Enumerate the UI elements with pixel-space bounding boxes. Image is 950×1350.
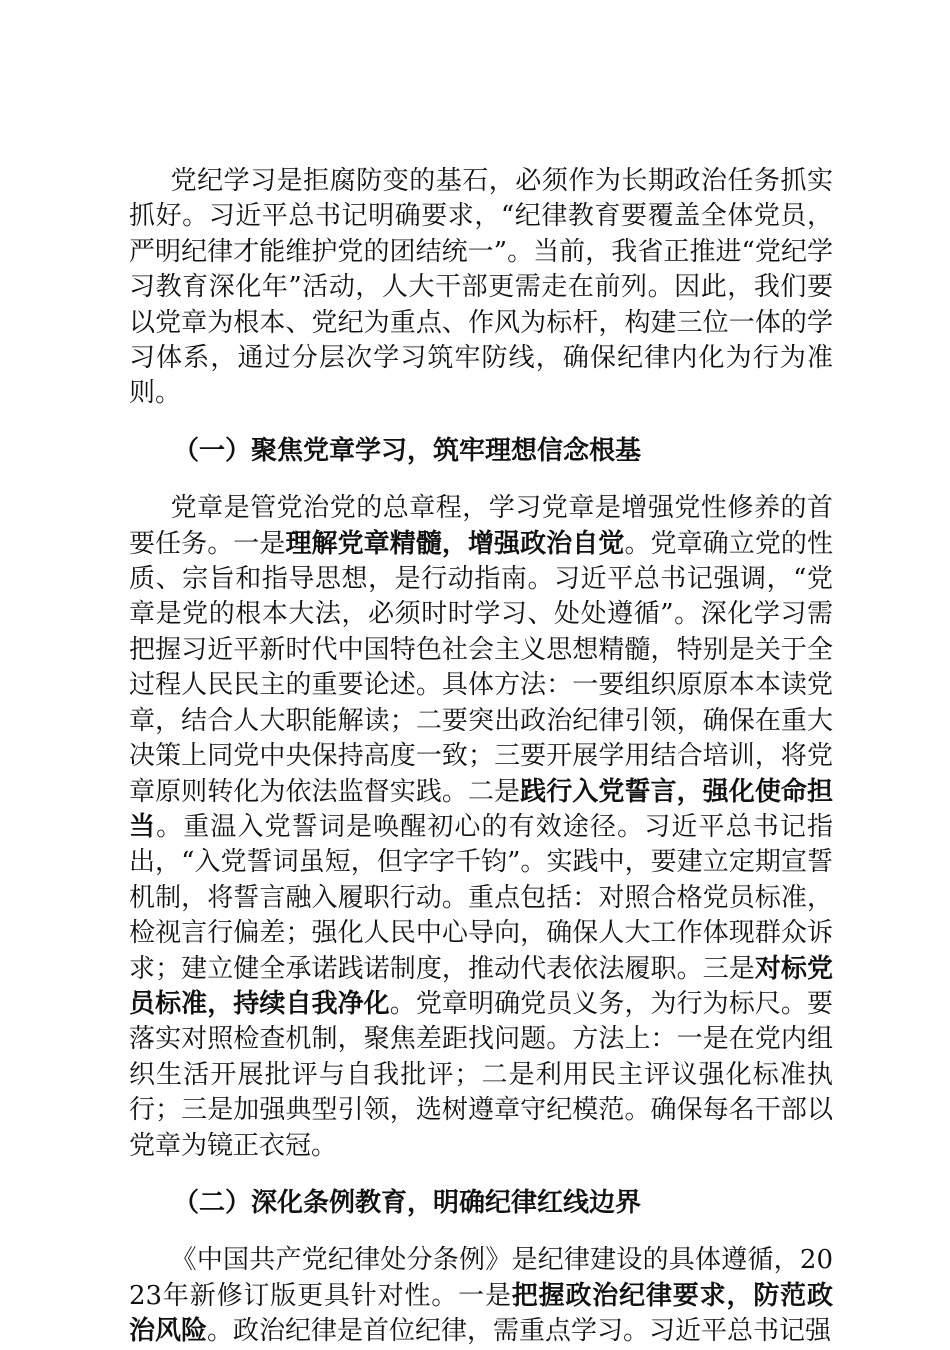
text-run: 。重温入党誓词是唤醒初心的有效途径。习近平总书记指出，“入党誓词虽短，但字字千钧”。实践中，要建立定期宣誓机制，将誓言融入履职行动。重点包括：对照合格党员标准，检视言行偏差；强化人民中心导向，确保人大工作体现群众诉求；建立健全承诺践诺制度，推动代表依法履职。三是 (129, 811, 833, 984)
text-run: 《中国共产党纪律处分条例》是纪律建设的具体遵循，2023年新修订版更具针对性。一是 (129, 1245, 833, 1311)
text-run: 。党章确立党的性质、宗旨和指导思想，是行动指南。习近平总书记强调，“党章是党的根本大法，必须时时学习、处处遵循”。深化学习需把握习近平新时代中国特色社会主义思想精髓，特别是关于全过程人民民主的重要论述。具体方法：一要组织原原本本读党章，结合人大职能解读；二要突出政治纪律引领，确保在重大决策上同党中央保持高度一致；三要开展学用结合培训，将党章原则转化为依法监督实践。二是 (129, 528, 833, 807)
text-run: 党章是管党治党的总章程，学习党章是增强党性修养的首要任务。一是 (129, 493, 833, 559)
document-body (129, 164, 833, 1350)
bold-phrase-3: 对标党员标准，持续自我净化 (129, 953, 833, 1019)
text-run: 。党章明确党员义务，为行为标尺。要落实对照检查机制，聚焦差距找问题。方法上：一是在党内组织生活开展批评与自我批评；二是利用民主评议强化标准执行；三是加强典型引领，选树遵章守纪模范。确保每名干部以党章为镜正衣冠。 (129, 988, 833, 1161)
section-heading-1: （一）聚焦党章学习，筑牢理想信念根基 (173, 435, 642, 466)
bold-phrase-4: 把握政治纪律要求，防范政治风险 (129, 1280, 833, 1347)
spacer (129, 469, 833, 491)
bold-phrase-1: 理解党章精髓，增强政治自觉 (285, 528, 625, 559)
text-run: 。政治纪律是首位纪律，需重点学习。习近平总书记强 (207, 1316, 832, 1347)
spacer (129, 1221, 833, 1243)
section2-paragraph (129, 1243, 833, 1349)
spacer (129, 412, 833, 434)
intro-paragraph: 党纪学习是拒腐防变的基石，必须作为长期政治任务抓实抓好。习近平总书记明确要求，“纪律教育要覆盖全体党员，严明纪律才能维护党的团结统一”。当前，我省正推进“党纪学习教育深化年”活动，人大干部更需走在前列。因此，我们要以党章为根本、党纪为重点、作风为标杆，构建三位一体的学习体系，通过分层次学习筑牢防线，确保纪律内化为行为准则。 (129, 166, 833, 409)
bold-phrase-2: 践行入党誓言，强化使命担当 (129, 776, 833, 842)
section1-paragraph (129, 491, 833, 1164)
spacer (129, 1164, 833, 1186)
section-heading-2: （二）深化条例教育，明确纪律红线边界 (173, 1187, 642, 1218)
